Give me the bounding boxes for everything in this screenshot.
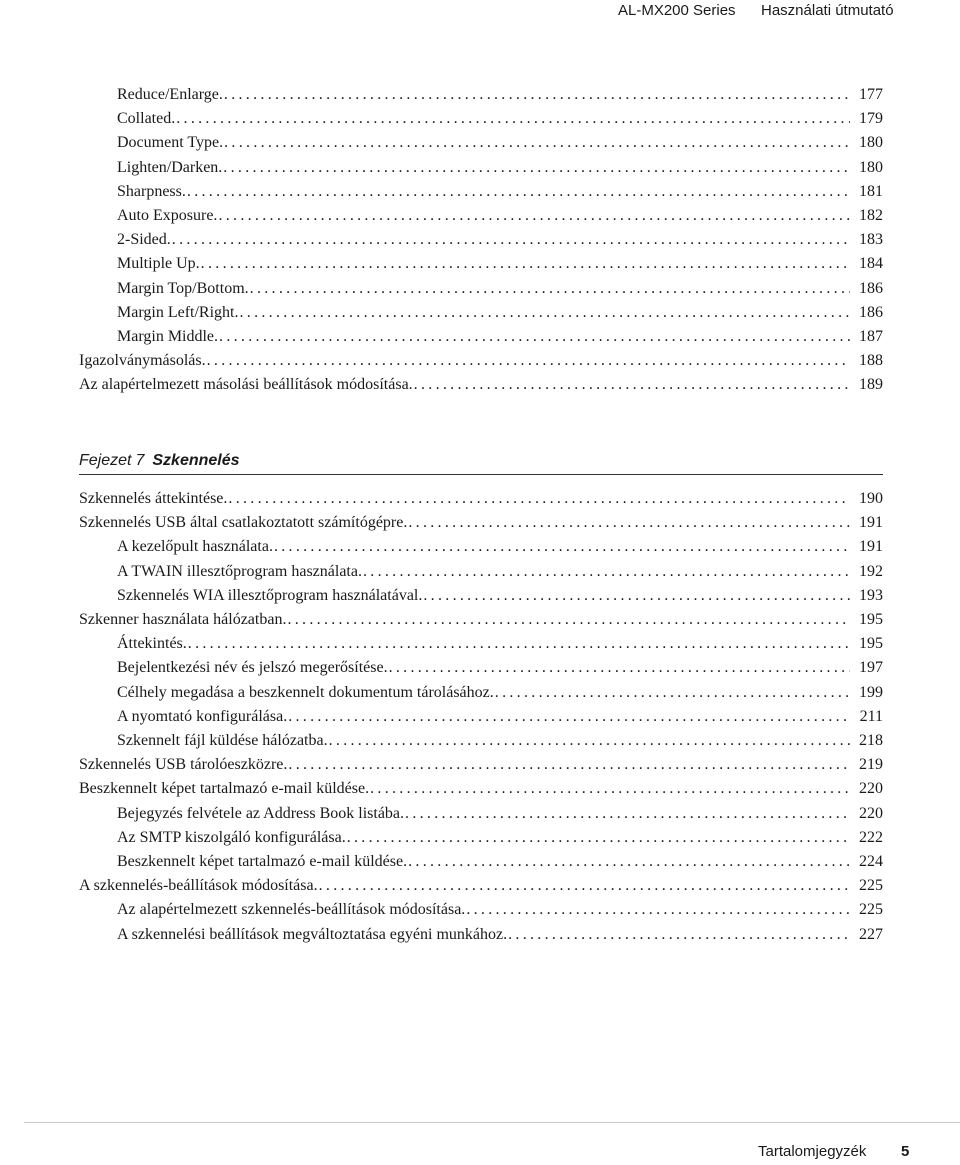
toc-entry-label: Auto Exposure. — [117, 207, 218, 224]
toc-entry-label: A nyomtató konfigurálása. — [117, 707, 288, 725]
toc-entry-page: 188 — [859, 352, 883, 370]
toc-entry-page: 184 — [859, 255, 883, 273]
toc-entry-label: Szkennelés áttekintése. — [79, 490, 228, 507]
toc-entry-page: 227 — [859, 925, 883, 943]
toc-entry[interactable] — [117, 659, 883, 681]
toc-entry[interactable] — [117, 926, 883, 948]
toc-entry-label: Szkenner használata hálózatban. — [79, 611, 287, 628]
dot-leader — [223, 159, 850, 177]
toc-entry-page: 220 — [859, 780, 883, 798]
toc-entry-label: Bejegyzés felvétele az Address Book listába. — [117, 804, 405, 822]
dot-leader — [329, 732, 850, 750]
toc-entry-label: Margin Left/Right. — [117, 303, 239, 321]
dot-leader — [228, 490, 850, 508]
toc-entry-page: 181 — [859, 182, 883, 200]
toc-entry-label: 2-Sided. — [117, 231, 171, 249]
toc-entry-label: A TWAIN illesztőprogram használata. — [117, 562, 362, 580]
dot-leader — [172, 231, 850, 249]
dot-leader — [288, 756, 850, 774]
toc-entry-label: Az SMTP kiszolgáló konfigurálása. — [117, 828, 346, 846]
toc-entry-page: 211 — [859, 707, 883, 725]
dot-leader — [250, 280, 850, 298]
toc-entry-label: Az alapértelmezett másolási beállítások módosítása. — [79, 376, 413, 394]
toc-entry[interactable] — [117, 708, 883, 730]
dot-leader — [423, 587, 850, 605]
toc-entry-page: 179 — [859, 110, 883, 128]
toc-entry-page: 190 — [859, 490, 883, 507]
dot-leader — [219, 328, 850, 346]
toc-entry-label: Margin Top/Bottom. — [117, 279, 249, 297]
toc-entry-page: 182 — [859, 207, 883, 224]
toc-entry-page: 192 — [859, 562, 883, 580]
toc-entry[interactable] — [79, 877, 883, 899]
toc-entry-page: 187 — [859, 328, 883, 345]
dot-leader — [508, 926, 850, 944]
toc-entry-label: Áttekintés. — [117, 635, 187, 653]
toc-entry[interactable] — [117, 110, 883, 132]
toc-entry[interactable] — [117, 829, 883, 851]
toc-entry-label: Collated. — [117, 110, 176, 128]
chapter-title: Szkennelés — [152, 452, 240, 469]
toc-entry-label: Lighten/Darken. — [117, 158, 223, 176]
toc-entry[interactable] — [79, 611, 883, 633]
toc-entry-page: 180 — [859, 158, 883, 176]
toc-entry[interactable] — [117, 732, 883, 754]
dot-leader — [466, 901, 850, 919]
footer-page-number: 5 — [901, 1143, 910, 1160]
chapter-number: 7 — [135, 452, 145, 469]
toc-entry[interactable] — [79, 490, 883, 512]
dot-leader — [347, 829, 850, 847]
toc-entry-page: 186 — [859, 303, 883, 321]
dot-leader — [495, 684, 850, 702]
toc-entry[interactable] — [117, 183, 883, 205]
toc-entry-label: Beszkennelt képet tartalmazó e-mail küldése. — [117, 853, 408, 870]
dot-leader — [408, 514, 850, 532]
toc-entry[interactable] — [79, 780, 883, 802]
toc-entry-label: Igazolványmásolás. — [79, 352, 206, 370]
dot-leader — [201, 255, 850, 273]
toc-entry-page: 195 — [859, 611, 883, 628]
dot-leader — [187, 183, 850, 201]
dot-leader — [224, 134, 850, 152]
dot-leader — [414, 376, 850, 394]
toc-entry-label: Sharpness. — [117, 182, 186, 200]
toc-entry[interactable] — [79, 376, 883, 398]
toc-entry-label: Margin Middle. — [117, 328, 219, 345]
dot-leader — [207, 352, 850, 370]
toc-entry[interactable] — [79, 352, 883, 374]
toc-entry-page: 189 — [859, 376, 883, 394]
toc-entry-page: 191 — [859, 514, 883, 532]
toc-entry[interactable] — [117, 231, 883, 253]
toc-entry-page: 219 — [859, 756, 883, 774]
toc-entry-label: Szkennelés USB tárolóeszközre. — [79, 756, 288, 774]
toc-entry-label: A szkennelés-beállítások módosítása. — [79, 877, 318, 895]
dot-leader — [408, 853, 850, 871]
toc-entry-page: 220 — [859, 804, 883, 822]
footer-label: Tartalomjegyzék — [758, 1143, 867, 1160]
page-header — [0, 0, 960, 24]
toc-entry-page: 183 — [859, 231, 883, 249]
toc-entry[interactable] — [117, 304, 883, 326]
toc-entry[interactable] — [117, 328, 883, 350]
toc-entry[interactable] — [117, 207, 883, 229]
toc-entry-label: A szkennelési beállítások megváltoztatása egyéni munkához. — [117, 925, 508, 943]
toc-entry[interactable] — [117, 853, 883, 875]
dot-leader — [188, 635, 850, 653]
toc-entry-page: 186 — [859, 279, 883, 297]
toc-entry-label: Szkennelés USB által csatlakoztatott számítógépre. — [79, 514, 408, 532]
toc-entry-label: Az alapértelmezett szkennelés-beállítások módosítása. — [117, 901, 466, 919]
toc-entry[interactable] — [79, 514, 883, 536]
toc-entry-page: 197 — [859, 659, 883, 677]
toc-entry-label: A kezelőpult használata. — [117, 538, 273, 556]
footer-divider — [24, 1122, 960, 1123]
toc-entry-page: 224 — [859, 853, 883, 870]
dot-leader — [274, 538, 850, 556]
toc-entry[interactable] — [117, 538, 883, 560]
dot-leader — [389, 659, 850, 677]
toc-entry-label: Reduce/Enlarge. — [117, 86, 223, 103]
dot-leader — [224, 86, 850, 104]
toc-entry-page: 191 — [859, 538, 883, 556]
toc-entry[interactable] — [117, 255, 883, 277]
toc-entry-label: Célhely megadása a beszkennelt dokumentum tárolásához. — [117, 683, 494, 701]
guide-title: Használati útmutató — [761, 2, 894, 19]
toc-entry-page: 195 — [859, 635, 883, 653]
chapter-heading — [79, 452, 883, 474]
toc-entry[interactable] — [117, 159, 883, 181]
toc-entry-page: 225 — [859, 877, 883, 895]
toc-entry-page: 177 — [859, 86, 883, 103]
toc-entry[interactable] — [79, 756, 883, 778]
toc-entry[interactable] — [117, 134, 883, 156]
toc-entry-label: Document Type. — [117, 134, 224, 152]
toc-entry[interactable] — [117, 587, 883, 609]
dot-leader — [176, 110, 850, 128]
toc-entry-page: 199 — [859, 683, 883, 701]
toc-entry-page: 225 — [859, 901, 883, 919]
toc-entry[interactable] — [117, 635, 883, 657]
dot-leader — [405, 805, 850, 823]
toc-entry-page: 180 — [859, 134, 883, 152]
toc-entry-label: Beszkennelt képet tartalmazó e-mail küldése. — [79, 780, 370, 798]
toc-entry[interactable] — [117, 86, 883, 108]
toc-entry[interactable] — [117, 563, 883, 585]
toc-entry-label: Bejelentkezési név és jelszó megerősítése. — [117, 659, 388, 677]
toc-entry-page: 218 — [859, 732, 883, 749]
dot-leader — [239, 304, 850, 322]
toc-entry[interactable] — [117, 805, 883, 827]
toc-entry-page: 222 — [859, 828, 883, 846]
toc-entry-page: 193 — [859, 586, 883, 604]
toc-entry-label: Szkennelés WIA illesztőprogram használatával. — [117, 586, 423, 604]
toc-entry[interactable] — [117, 684, 883, 706]
toc-entry[interactable] — [117, 901, 883, 923]
toc-entry[interactable] — [117, 280, 883, 302]
dot-leader — [363, 563, 850, 581]
dot-leader — [288, 708, 850, 726]
dot-leader — [319, 877, 850, 895]
chapter-word: Fejezet — [79, 452, 132, 469]
chapter-divider — [79, 474, 883, 475]
toc-entry-label: Multiple Up. — [117, 255, 200, 273]
dot-leader — [287, 611, 850, 629]
series-name: AL-MX200 Series — [618, 2, 736, 19]
toc-entry-label: Szkennelt fájl küldése hálózatba. — [117, 732, 328, 749]
dot-leader — [218, 207, 850, 225]
dot-leader — [370, 780, 850, 798]
